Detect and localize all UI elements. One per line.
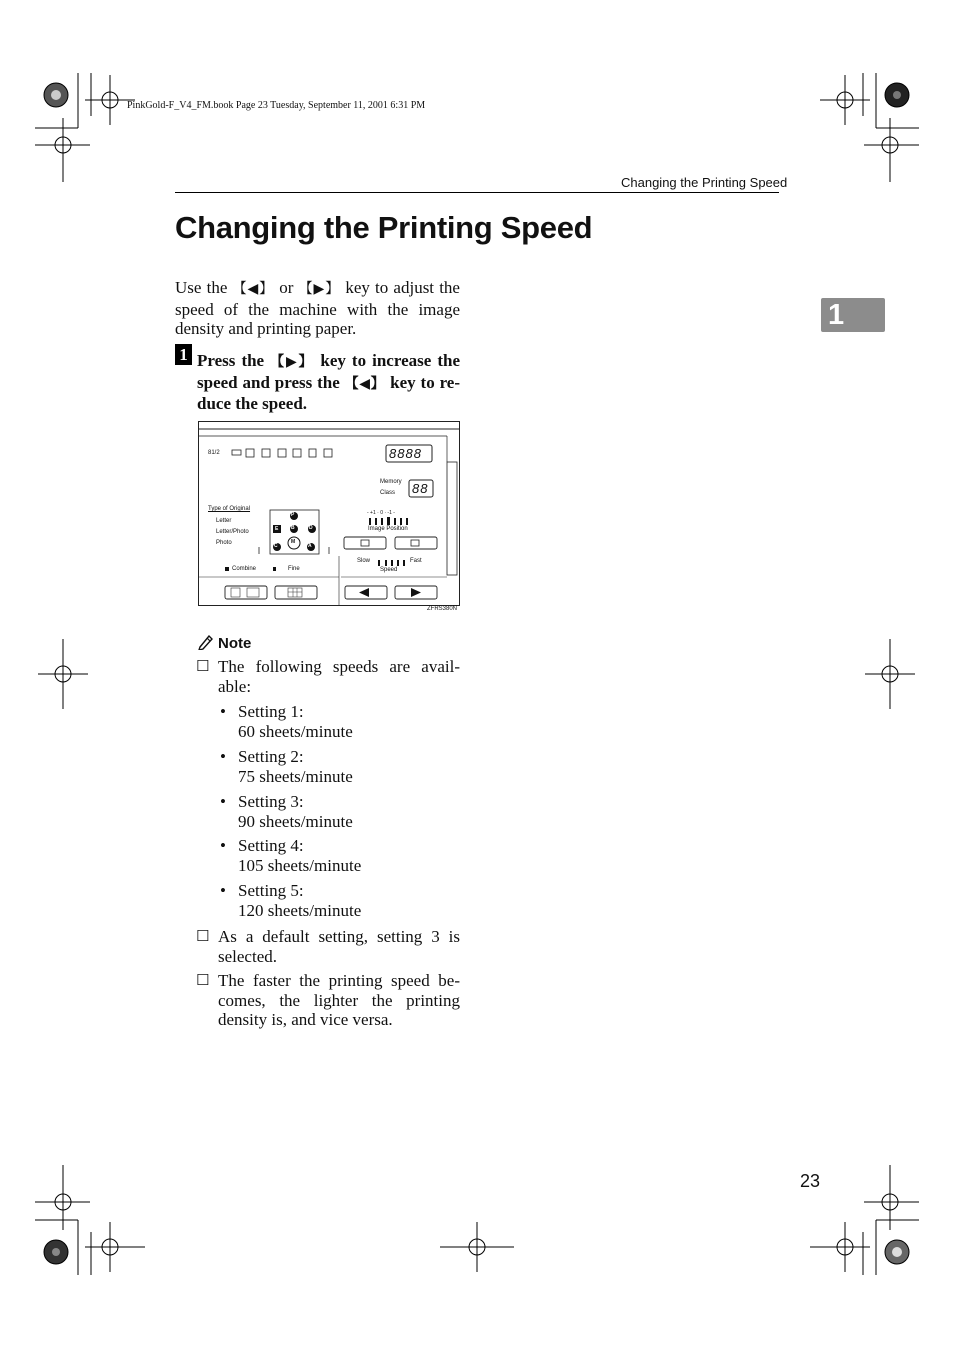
- mode-m-letter: M: [291, 539, 296, 545]
- setting-value: 120 sheets/minute: [238, 900, 362, 920]
- mode-b-letter: B: [291, 525, 295, 531]
- note-text: As a default setting, setting 3 is: [218, 927, 460, 946]
- class-display: 88: [412, 481, 429, 496]
- mode-a-letter: A: [308, 543, 312, 549]
- note-text: able:: [218, 676, 252, 696]
- slow-label: Slow: [357, 558, 371, 564]
- step-text: key to increase the: [320, 351, 460, 370]
- setting-label: Setting 5:: [238, 881, 304, 900]
- registration-target-icon: [44, 83, 909, 1264]
- intro-text: speed of the machine with the image: [175, 299, 460, 319]
- intro-text: Use the: [175, 278, 228, 297]
- fast-label: Fast: [410, 558, 422, 564]
- intro-text: density and printing paper.: [175, 319, 357, 338]
- setting-value: 90 sheets/minute: [238, 811, 353, 831]
- setting-value: 105 sheets/minute: [238, 855, 362, 875]
- checkbox-icon: ☐: [196, 657, 210, 675]
- bullet-icon: •: [220, 836, 226, 855]
- right-key-label: 【▶】: [298, 281, 341, 297]
- intro-text: or: [279, 278, 294, 297]
- checkbox-icon: ☐: [196, 971, 210, 989]
- figure-code: ZFRS380N: [427, 606, 458, 612]
- right-key-label: 【▶】: [270, 354, 315, 370]
- setting-label: Setting 3:: [238, 792, 304, 811]
- mode-e-letter: E: [275, 526, 279, 532]
- image-position-scale-label: - +1 · 0 · -1 -: [367, 510, 395, 516]
- bullet-icon: •: [220, 881, 226, 900]
- fine-label: Fine: [288, 566, 300, 572]
- left-key-label: 【◀】: [232, 281, 275, 297]
- step-text: Press the: [197, 351, 265, 370]
- step-text: key to re-: [390, 372, 461, 392]
- step-text: duce the speed.: [197, 394, 308, 413]
- note-text: selected.: [218, 946, 277, 966]
- memory-label: Memory: [380, 479, 402, 485]
- setting-value: 60 sheets/minute: [238, 721, 353, 741]
- letter-photo-label: Letter/Photo: [216, 529, 249, 535]
- image-position-label: Image Position: [368, 526, 408, 532]
- mode-p-letter: P: [291, 512, 295, 518]
- step-number-badge: 1: [175, 344, 192, 365]
- book-info-line: PinkGold-F_V4_FM.book Page 23 Tuesday, September 11, 2001 6:31 PM: [127, 100, 426, 111]
- setting-label: Setting 1:: [238, 702, 304, 721]
- letter-label: Letter: [216, 518, 232, 524]
- page-number: 23: [800, 1171, 821, 1191]
- step-text: speed and press the: [197, 372, 340, 392]
- left-key-label: 【◀】: [344, 375, 386, 392]
- bullet-icon: •: [220, 747, 226, 766]
- type-of-original-label: Type of Original: [208, 506, 251, 512]
- counter-display: 8888: [389, 446, 422, 461]
- speed-label: Speed: [380, 567, 398, 573]
- note-text: The following speeds are avail-: [218, 657, 460, 676]
- checkbox-icon: ☐: [196, 927, 210, 945]
- chapter-number: 1: [828, 299, 845, 331]
- bullet-icon: •: [220, 702, 226, 721]
- note-text: density is, and vice versa.: [218, 1010, 393, 1029]
- combine-label: Combine: [232, 566, 257, 572]
- page-title: Changing the Printing Speed: [175, 210, 593, 245]
- photo-label: Photo: [216, 540, 232, 546]
- note-text: comes, the lighter the printing: [218, 990, 460, 1010]
- setting-label: Setting 4:: [238, 836, 304, 855]
- note-text: The faster the printing speed be-: [218, 971, 460, 990]
- paper-size-label: 81/2: [208, 450, 220, 456]
- mode-d-letter: D: [309, 525, 313, 531]
- running-head: Changing the Printing Speed: [621, 175, 788, 190]
- intro-text: key to adjust the: [345, 278, 460, 297]
- mode-c-letter: C: [274, 543, 278, 549]
- setting-value: 75 sheets/minute: [238, 766, 353, 786]
- setting-label: Setting 2:: [238, 747, 304, 766]
- bullet-icon: •: [220, 792, 226, 811]
- class-label: Class: [380, 490, 396, 496]
- note-label: Note: [218, 635, 252, 652]
